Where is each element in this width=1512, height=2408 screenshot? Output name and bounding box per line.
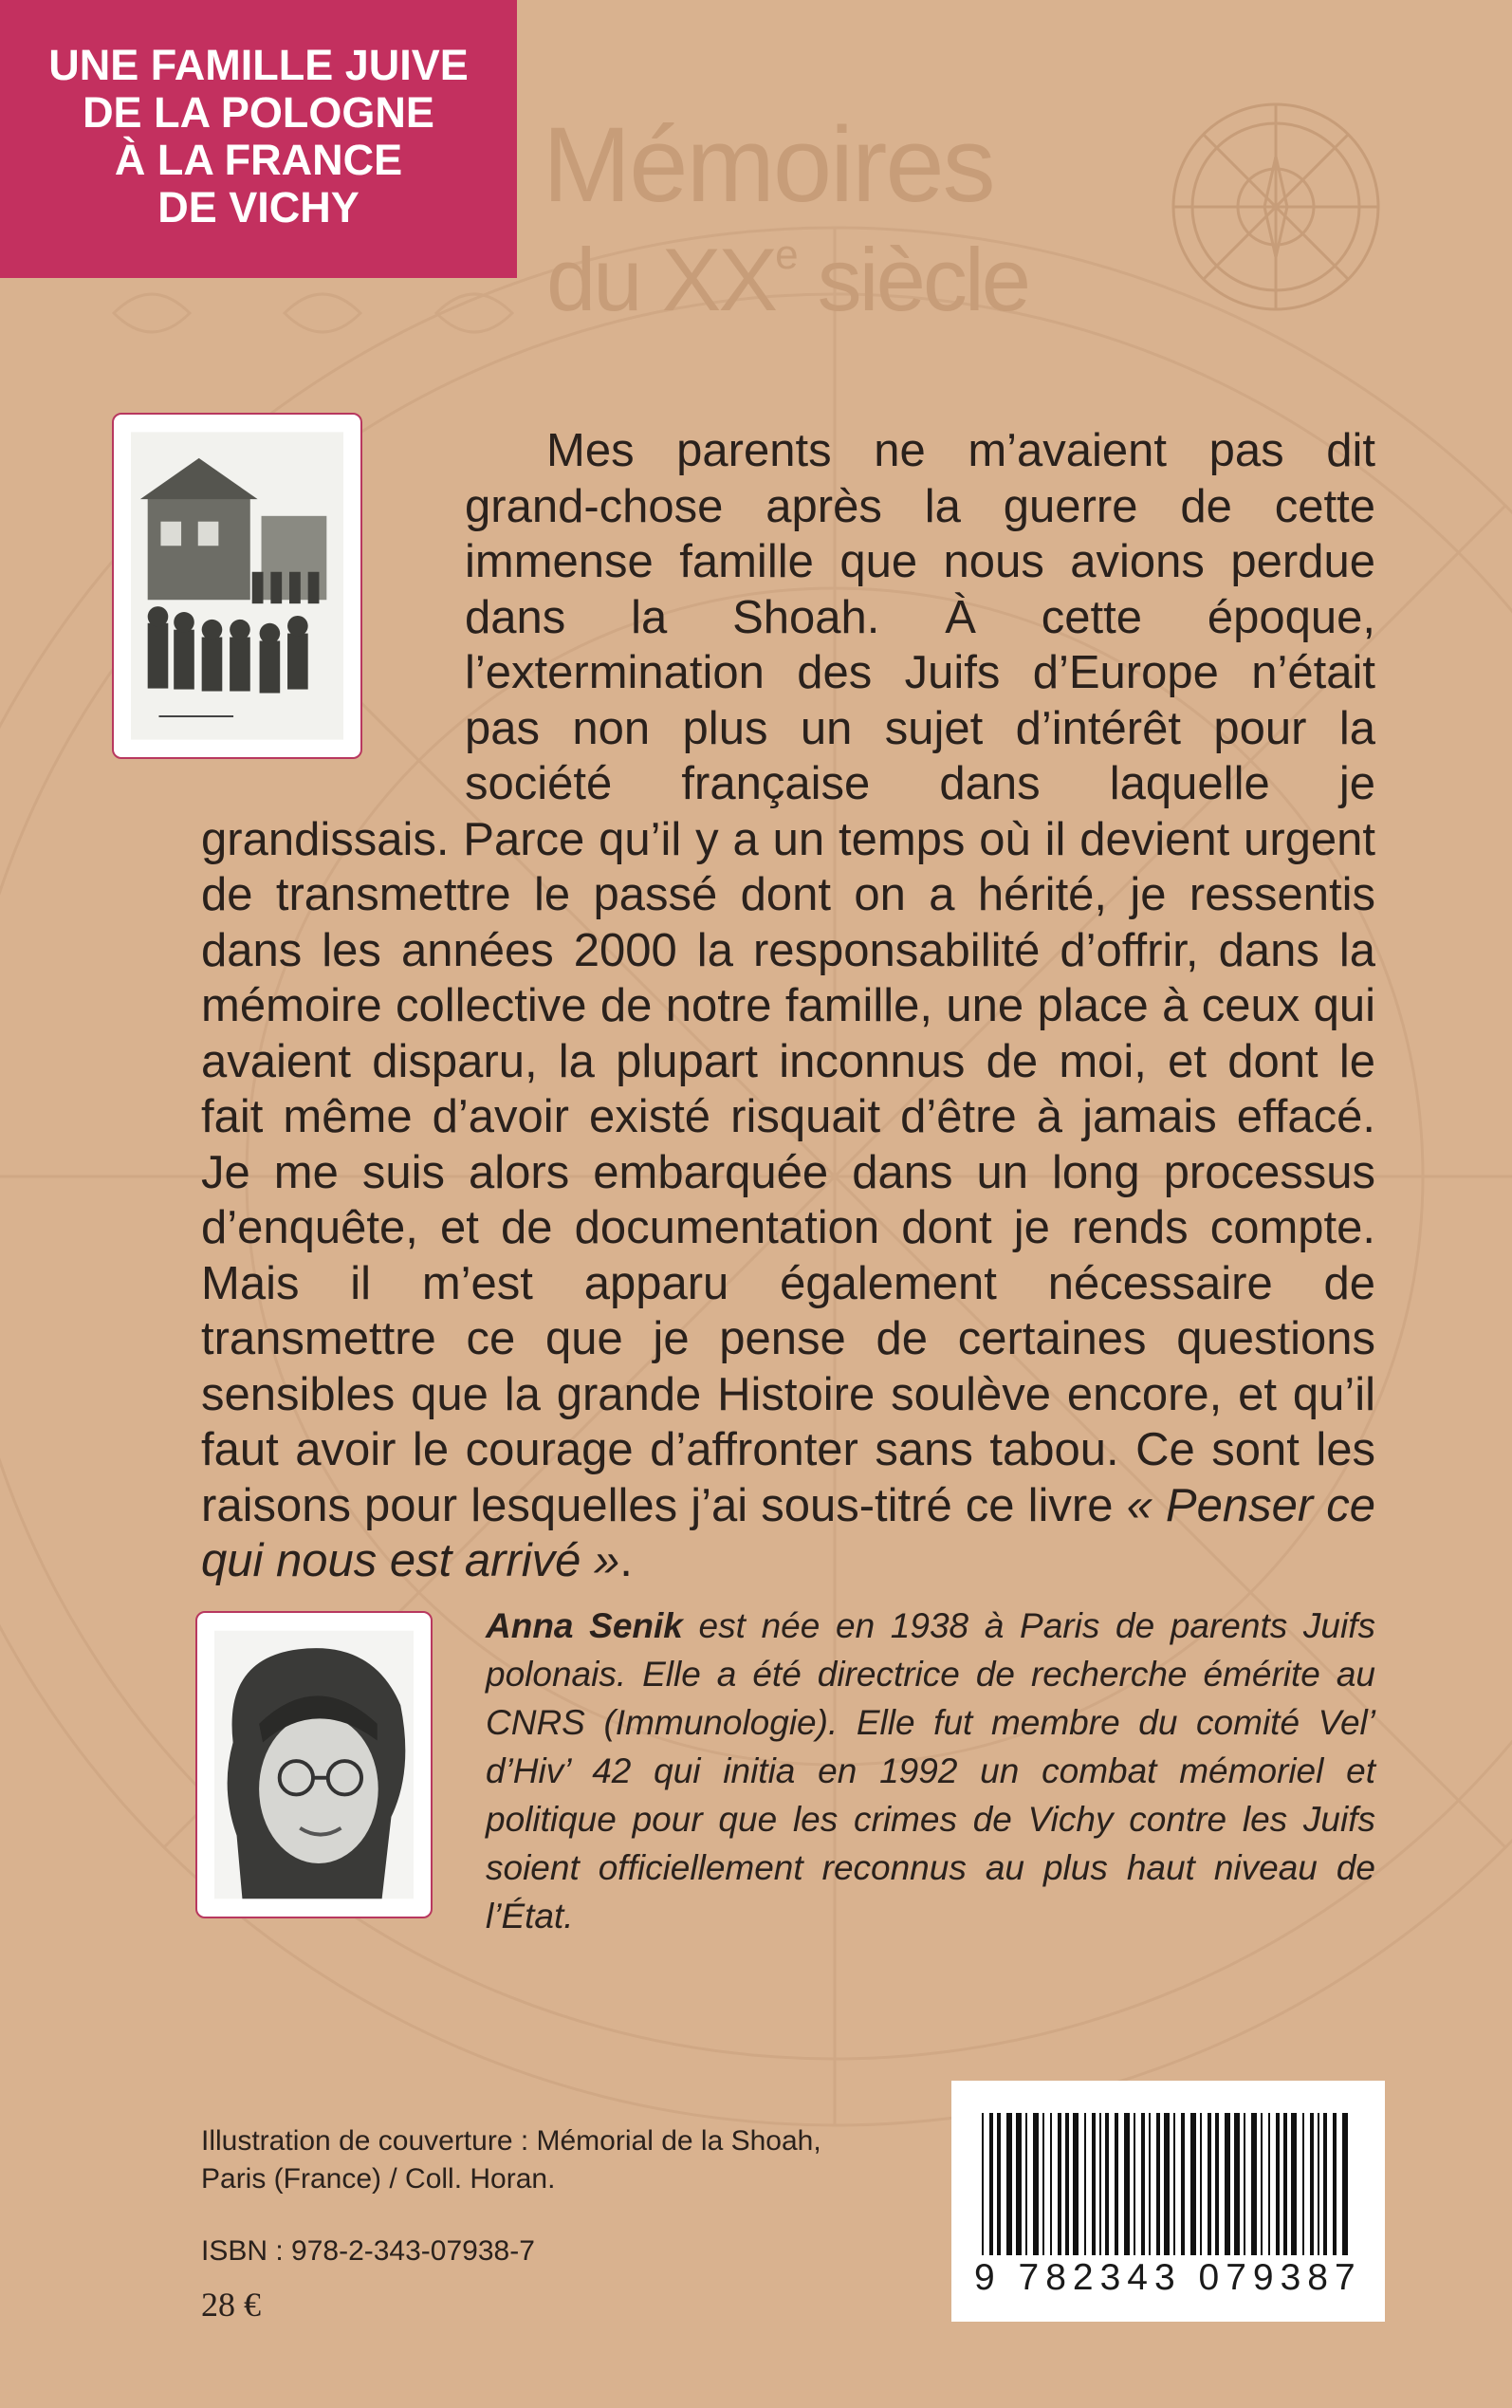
author-name: Anna Senik (486, 1606, 683, 1645)
banner-line-1: UNE FAMILLE JUIVE (48, 40, 469, 89)
barcode-bar (1283, 2113, 1287, 2255)
barcode-bar (1318, 2113, 1319, 2255)
barcode-bar (1342, 2113, 1348, 2255)
compass-rose-icon (1169, 100, 1383, 314)
barcode-bar (1164, 2113, 1170, 2255)
summary-end: . (619, 1535, 633, 1586)
barcode-bar (1156, 2113, 1160, 2255)
barcode-bar (1033, 2113, 1039, 2255)
barcode-digits: 9 782343 079387 (974, 2257, 1362, 2298)
barcode-bar (1058, 2113, 1061, 2255)
barcode-bar (1025, 2113, 1027, 2255)
barcode-bar (1310, 2113, 1314, 2255)
author-photo (195, 1611, 433, 1918)
credit-line-2: Paris (France) / Coll. Horan. (201, 2163, 556, 2195)
back-cover-summary (201, 423, 1375, 1589)
barcode-bar (1016, 2113, 1022, 2255)
author-bio-text: est née en 1938 à Paris de parents Juifs polonais. Elle a été directrice de recherche émérite au CNRS (Immunologie). Elle fut membre du comité Vel’ d’Hiv’ 42 qui initia en 1992 un combat mémoriel et politique pour que les crimes de Vichy contre les Juifs soient officiellement reconnus au plus haut niveau de l’État. (486, 1606, 1375, 1936)
price: 28 € (201, 2286, 261, 2324)
barcode-bar (1042, 2113, 1044, 2255)
barcode-bar (1251, 2113, 1257, 2255)
barcode-bar (1092, 2113, 1096, 2255)
barcode-bar (1291, 2113, 1297, 2255)
barcode-bar (1276, 2113, 1280, 2255)
author-bio (486, 1602, 1375, 1940)
series-logo-prefix: du XX (546, 230, 776, 329)
barcode-bar (1234, 2113, 1240, 2255)
barcode-bar (1141, 2113, 1145, 2255)
barcode-bar (1084, 2113, 1086, 2255)
barcode-bar (1073, 2113, 1079, 2255)
summary-text: Mes parents ne m’avaient pas dit grand-chose après la guerre de cette immense famille que nous avions perdue dans la Shoah. À cette époque, l’extermination des Juifs d’Europe n’était pas non plus un sujet d’intérêt pour la société française dans laquelle je grandissais. Parce qu’il y a un temps où il devient urgent de transmettre le passé dont on a hérité, je ressentis dans les années 2000 la responsabilité d’offrir, dans la mémoire collective de notre famille, une place à ceux qui avaient disparu, la plupart inconnus de moi, et dont le fait même d’avoir existé risquait d’être à jamais effacé. Je me suis alors embarquée dans un long processus d’enquête, et de documentation dont je rends compte. Mais il m’est apparu également nécessaire de transmettre ce que je pense de certaines questions sensibles que la grande Histoire soulève encore, et qu’il faut avoir le courage d’affronter sans tabou. Ce sont les raisons pour lesquelles j’ai sous-titré ce livre (201, 425, 1375, 1531)
barcode-bar (1244, 2113, 1245, 2255)
banner-line-4: DE VICHY (157, 182, 360, 232)
summary-quote: « Penser ce qui nous est arrivé » (201, 1479, 1375, 1586)
series-banner (0, 0, 517, 278)
barcode-bar (982, 2113, 984, 2255)
barcode-bar (1200, 2113, 1202, 2255)
author-portrait-image (214, 1630, 414, 1899)
barcode-bar (1149, 2113, 1151, 2255)
barcode-bar (1065, 2113, 1069, 2255)
series-logo-sup: e (775, 232, 796, 278)
barcode-bar (1124, 2113, 1130, 2255)
barcode-bar (1225, 2113, 1230, 2255)
banner-line-2: DE LA POLOGNE (83, 87, 434, 137)
barcode-bar (989, 2113, 993, 2255)
text-wrap-spacer (201, 423, 465, 807)
isbn: ISBN : 978-2-343-07938-7 (201, 2235, 535, 2267)
barcode-bar (1099, 2113, 1101, 2255)
barcode-bar (1173, 2113, 1175, 2255)
credit-line-1: Illustration de couverture : Mémorial de la Shoah, (201, 2125, 821, 2157)
barcode-bars (978, 2113, 1357, 2255)
barcode-bar (1302, 2113, 1304, 2255)
barcode-bar (1190, 2113, 1196, 2255)
barcode-bar (1134, 2113, 1135, 2255)
barcode-bar (1261, 2113, 1263, 2255)
series-logo-line2 (546, 211, 1029, 329)
barcode-bar (1181, 2113, 1185, 2255)
barcode (951, 2081, 1385, 2322)
barcode-bar (1333, 2113, 1337, 2255)
barcode-bar (1215, 2113, 1219, 2255)
barcode-bar (1268, 2113, 1270, 2255)
barcode-bar (1323, 2113, 1327, 2255)
barcode-bar (1105, 2113, 1109, 2255)
illustration-credit (201, 2122, 884, 2198)
barcode-bar (1115, 2113, 1118, 2255)
series-logo-suffix: siècle (795, 230, 1029, 329)
barcode-bar (1006, 2113, 1012, 2255)
barcode-bar (997, 2113, 1001, 2255)
banner-line-3: À LA FRANCE (114, 135, 403, 184)
series-logo (543, 105, 1029, 329)
series-logo-line1: Mémoires (543, 105, 994, 224)
barcode-bar (1050, 2113, 1052, 2255)
barcode-bar (1208, 2113, 1211, 2255)
